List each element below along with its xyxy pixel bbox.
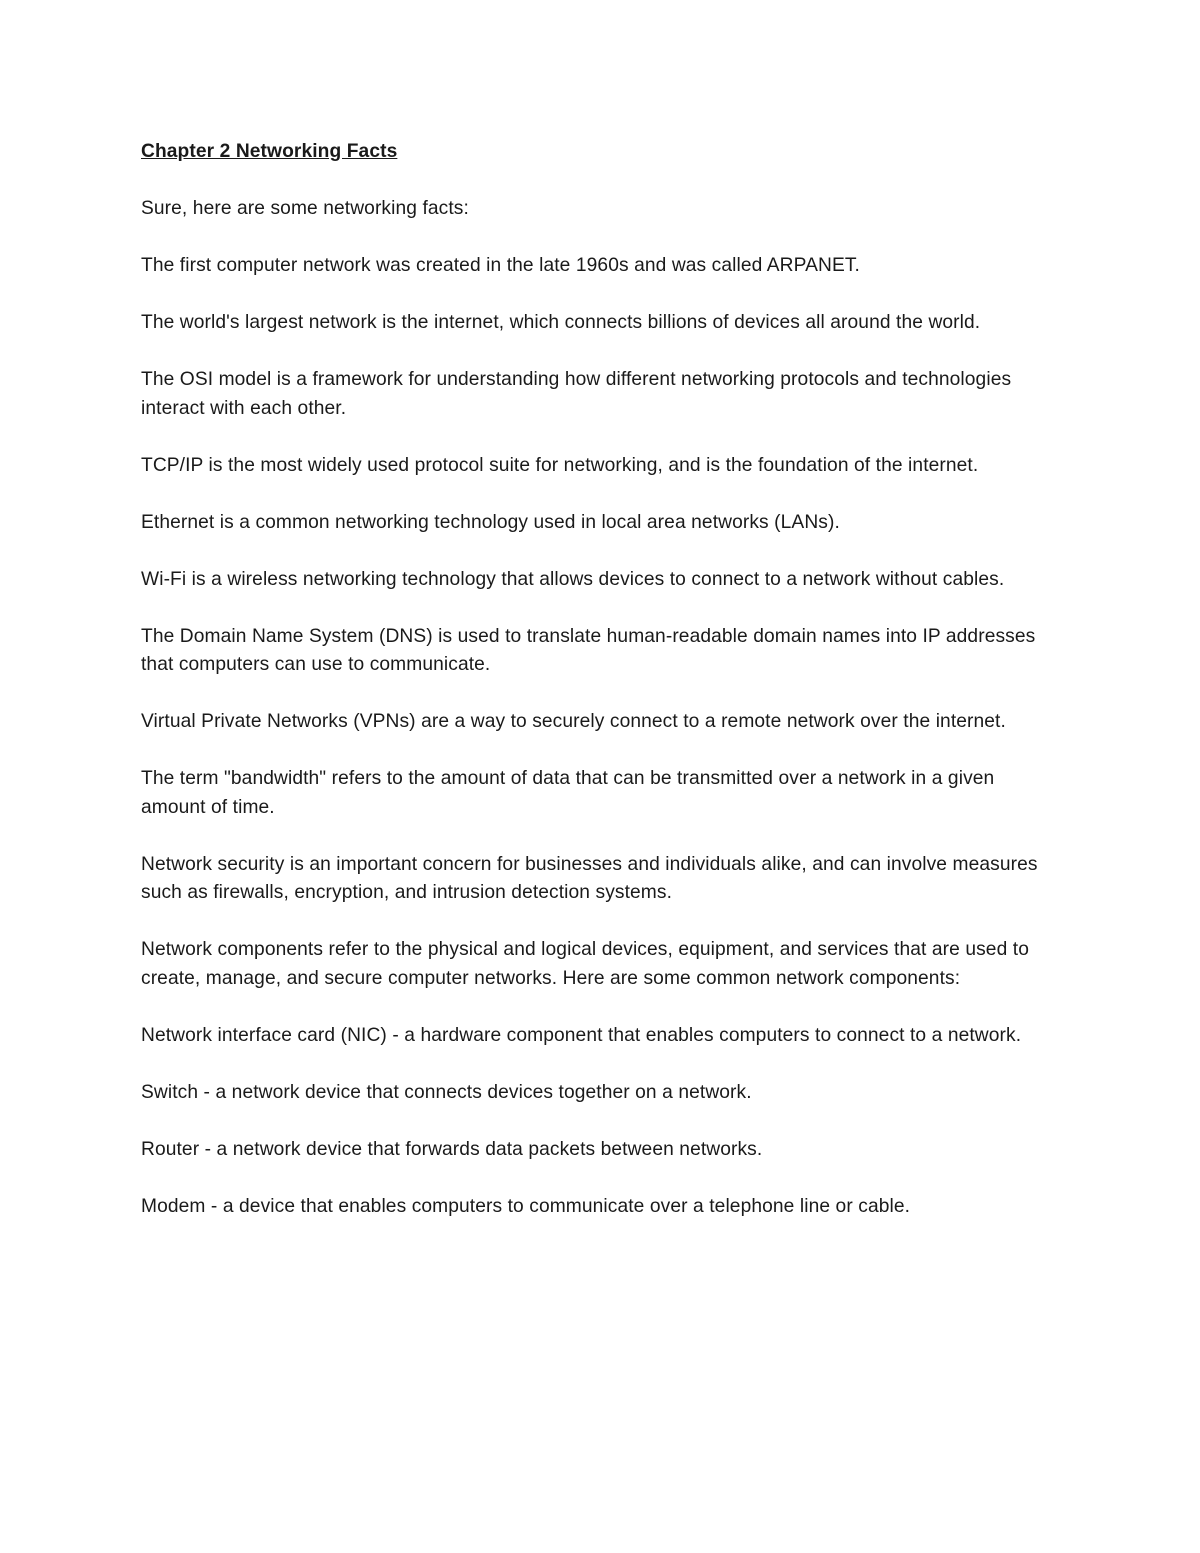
paragraph-modem: Modem - a device that enables computers to communicate over a telephone line or cable. [141, 1195, 911, 1217]
paragraph-switch: Switch - a network device that connects devices together on a network. [141, 1081, 752, 1103]
document-title: Chapter 2 Networking Facts [141, 141, 398, 162]
paragraph-tcp-ip: TCP/IP is the most widely used protocol suite for networking, and is the foundation of the internet. [141, 454, 979, 476]
paragraph-router: Router - a network device that forwards data packets between networks. [141, 1138, 763, 1160]
paragraph-osi-model: The OSI model is a framework for understanding how different networking protocols and technologies interact with each other. [141, 369, 1012, 419]
paragraph-wi-fi: Wi-Fi is a wireless networking technology that allows devices to connect to a network without cables. [141, 568, 1005, 590]
paragraph-vpn: Virtual Private Networks (VPNs) are a way to securely connect to a remote network over the internet. [141, 711, 1006, 732]
paragraph-ethernet: Ethernet is a common networking technology used in local area networks (LANs). [141, 511, 840, 533]
paragraph-dns: The Domain Name System (DNS) is used to translate human-readable domain names into IP addresses that computers can use to communicate. [141, 625, 1036, 675]
paragraph-arpanet: The first computer network was created in the late 1960s and was called ARPANET. [141, 255, 860, 276]
paragraph-nic: Network interface card (NIC) - a hardware component that enables computers to connect to a network. [141, 1024, 1022, 1046]
paragraph-network-security: Network security is an important concern for businesses and individuals alike, and can involve measures such as firewalls, encryption, and intrusion detection systems. [141, 853, 1038, 903]
paragraph-bandwidth: The term "bandwidth" refers to the amount of data that can be transmitted over a network in a given amount of time. [141, 768, 995, 818]
paragraph-intro: Sure, here are some networking facts: [141, 198, 469, 219]
paragraph-network-components: Network components refer to the physical and logical devices, equipment, and services that are used to create, manage, and secure computer networks. Here are some common network components: [141, 939, 1029, 989]
paragraph-internet: The world's largest network is the internet, which connects billions of devices all around the world. [141, 312, 981, 333]
document-body [141, 138, 1061, 1250]
